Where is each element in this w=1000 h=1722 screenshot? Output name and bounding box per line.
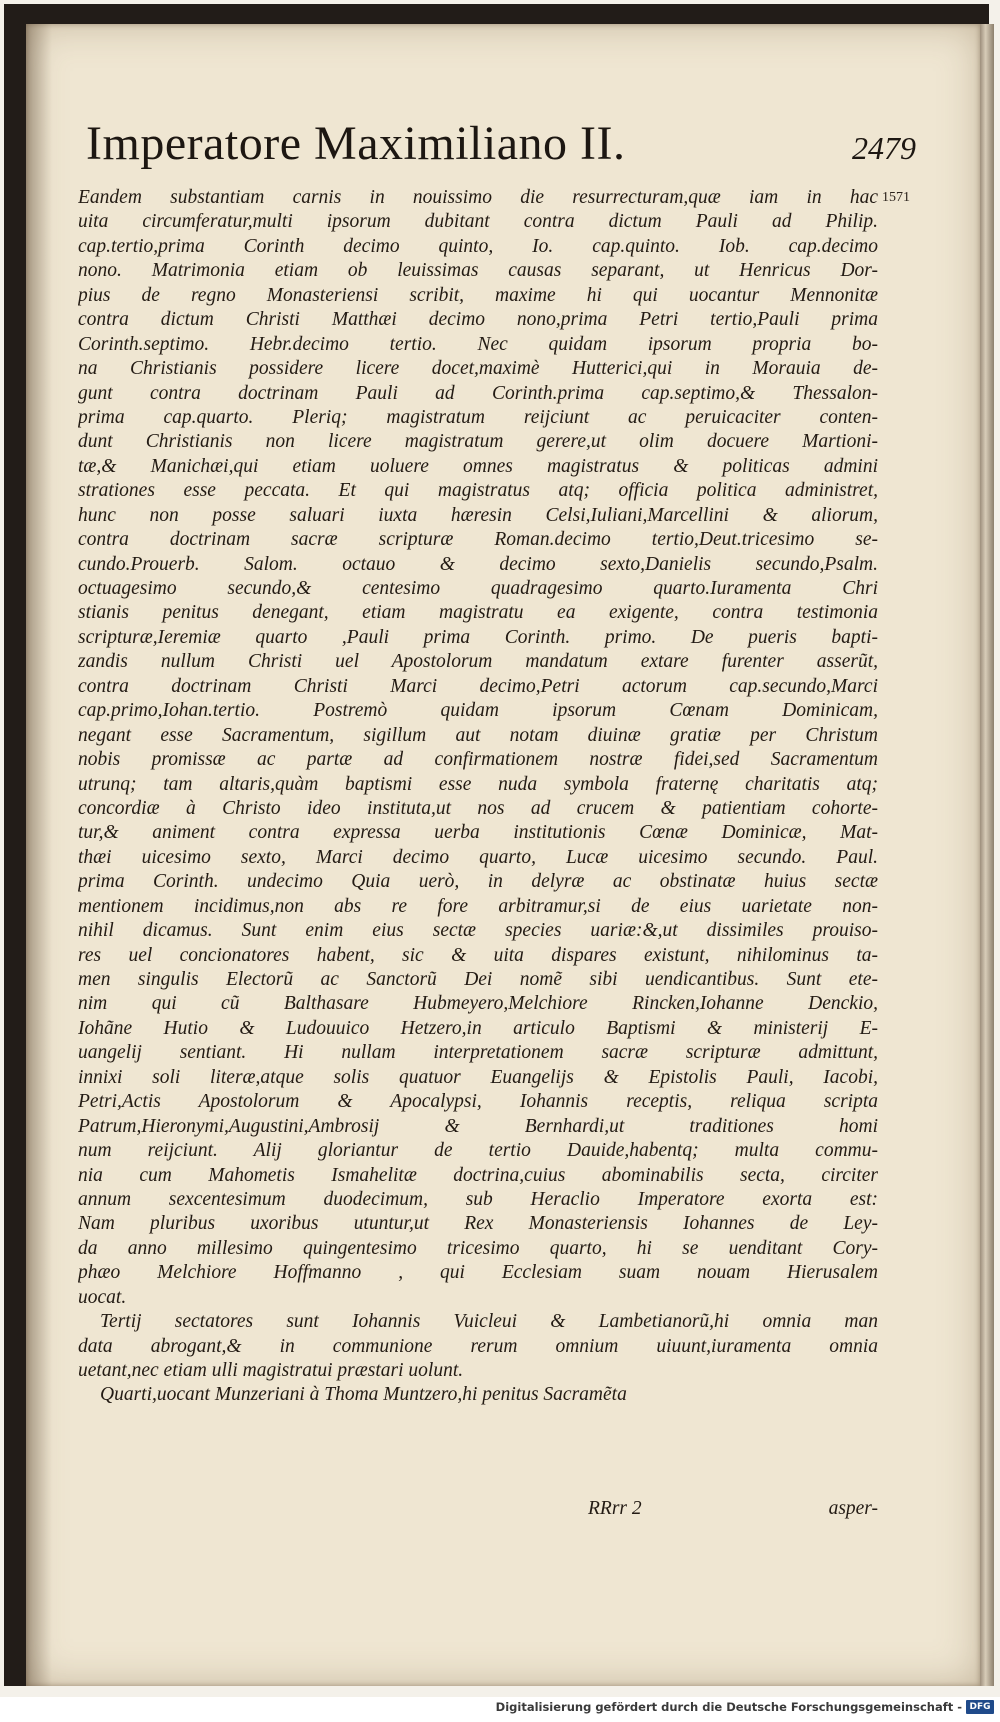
page-edge: [980, 24, 994, 1686]
text-line: thæi uicesimo sexto, Marci decimo quarto, Lucæ uicesimo secundo. Paul.: [78, 846, 878, 868]
text-line: uocat.: [78, 1286, 127, 1308]
text-line: concordiæ à Christo ideo instituta,ut nos ad crucem & patientiam cohorte-: [78, 797, 878, 819]
text-line: annum sexcentesimum duodecimum, sub Heraclio Imperatore exorta est:: [78, 1188, 878, 1210]
text-line: cap.tertio,prima Corinth decimo quinto, Io. cap.quinto. Iob. cap.decimo: [78, 235, 878, 257]
text-line: prima cap.quarto. Pleriq; magistratum reijciunt ac peruicaciter conten-: [78, 406, 878, 428]
text-line: cap.primo,Iohan.tertio. Postremò quidam ipsorum Cœnam Dominicam,: [78, 700, 878, 722]
text-line: Quarti,uocant Munzeriani à Thoma Muntzero,hi penitus Sacramẽta: [100, 1384, 627, 1406]
text-line: strationes esse peccata. Et qui magistratus atq; officia politica administret,: [78, 480, 878, 502]
margin-year: 1571: [882, 190, 910, 205]
text-line: contra dictum Christi Matthæi decimo nono,prima Petri tertio,Pauli prima: [78, 309, 878, 331]
text-line: octuagesimo secundo,& centesimo quadragesimo quarto.Iuramenta Chri: [78, 578, 878, 599]
text-line: uita circumferatur,multi ipsorum dubitant contra dictum Pauli ad Philip.: [78, 211, 878, 233]
text-line: stianis penitus denegant, etiam magistratu ea exigente, contra testimonia: [78, 602, 878, 624]
text-line: res uel concionatores habent, sic & uita dispares existunt, nihilominus ta-: [78, 944, 878, 966]
scan-background: [4, 4, 989, 1686]
text-line: nia cum Mahometis Ismahelitæ doctrina,cuius abominabilis secta, circiter: [78, 1164, 878, 1186]
text-line: negant esse Sacramentum, sigillum aut notam diuinæ gratiæ per Christum: [78, 724, 878, 746]
text-line: Tertij sectatores sunt Iohannis Vuicleui & Lambetianorũ,hi omnia man: [100, 1311, 878, 1333]
text-line: cundo.Prouerb. Salom. octauo & decimo sexto,Danielis secundo,Psalm.: [78, 553, 878, 575]
body-text: [78, 186, 878, 1408]
text-line: hunc non posse saluari iuxta hæresin Celsi,Iuliani,Marcellini & aliorum,: [78, 504, 878, 526]
funding-credit: Digitalisierung gefördert durch die Deutsche Forschungsgemeinschaft -: [495, 1700, 962, 1714]
text-line: nono. Matrimonia etiam ob leuissimas causas separant, ut Henricus Dor-: [78, 260, 878, 282]
catchword: asper-: [828, 1498, 878, 1519]
text-line: utrunq; tam altaris,quàm baptismi esse nuda symbola fraternę charitatis atq;: [78, 773, 878, 795]
page-number: 2479: [852, 130, 916, 166]
text-line: Patrum,Hieronymi,Augustini,Ambrosij & Bernhardi,ut traditiones homi: [78, 1115, 878, 1137]
text-line: Nam pluribus uxoribus utuntur,ut Rex Monasteriensis Iohannes de Ley-: [78, 1213, 878, 1235]
text-line: zandis nullum Christi uel Apostolorum mandatum extare furenter asserũt,: [78, 651, 878, 673]
text-line: uetant,nec etiam ulli magistratui præstari uolunt.: [78, 1360, 464, 1381]
text-line: Iohãne Hutio & Ludouuico Hetzero,in articulo Baptismi & ministerij E-: [78, 1017, 878, 1039]
text-line: na Christianis possidere licere docet,maximè Hutterici,qui in Morauia de-: [78, 358, 878, 380]
text-line: men singulis Electorũ ac Sanctorũ Dei nomẽ sibi uendicantibus. Sunt ete-: [78, 969, 878, 990]
text-line: data abrogant,& in communione rerum omnium uiuunt,iuramenta omnia: [78, 1335, 878, 1357]
text-line: Eandem substantiam carnis in nouissimo die resurrecturam,quæ iam in hac: [78, 187, 878, 208]
signature-line: [78, 1498, 878, 1524]
text-line: phæo Melchiore Hoffmanno , qui Ecclesiam suam nouam Hierusalem: [78, 1262, 878, 1284]
dfg-logo-icon: DFG: [966, 1700, 994, 1714]
signature-mark: RRrr 2: [588, 1498, 642, 1519]
page-header: [86, 116, 916, 182]
text-line: innixi soli literæ,atque solis quatuor Euangelijs & Epistolis Pauli, Iacobi,: [78, 1066, 878, 1088]
text-line: prima Corinth. undecimo Quia uerò, in delyræ ac obstinatæ huius sectæ: [78, 871, 878, 893]
running-head: Imperatore Maximiliano II.: [86, 117, 626, 170]
text-line: tæ,& Manichæi,qui etiam uoluere omnes magistratus & politicas admini: [78, 455, 878, 477]
text-line: da anno millesimo quingentesimo tricesimo quarto, hi se uenditant Cory-: [78, 1237, 878, 1259]
text-line: contra doctrinam sacræ scripturæ Roman.decimo tertio,Deut.tricesimo se-: [78, 529, 878, 551]
text-line: scripturæ,Ieremiæ quarto ,Pauli prima Corinth. primo. De pueris bapti-: [78, 626, 878, 648]
text-line: gunt contra doctrinam Pauli ad Corinth.prima cap.septimo,& Thessalon-: [78, 382, 878, 404]
text-line: nobis promissæ ac partæ ad confirmationem nostræ fidei,sed Sacramentum: [78, 749, 878, 771]
text-line: Corinth.septimo. Hebr.decimo tertio. Nec quidam ipsorum propria bo-: [78, 333, 878, 355]
text-line: nihil dicamus. Sunt enim eius sectæ species uariæ:&,ut dissimiles prouiso-: [78, 920, 878, 942]
text-line: mentionem incidimus,non abs re fore arbitramur,si de eius uarietate non-: [78, 895, 878, 917]
text-line: uangelij sentiant. Hi nullam interpretationem sacræ scripturæ admittunt,: [78, 1042, 878, 1064]
text-line: contra doctrinam Christi Marci decimo,Petri actorum cap.secundo,Marci: [78, 675, 878, 697]
text-line: Petri,Actis Apostolorum & Apocalypsi, Iohannis receptis, reliqua scripta: [78, 1091, 878, 1113]
text-line: pius de regno Monasteriensi scribit, maxime hi qui uocantur Mennonitæ: [78, 284, 878, 306]
text-line: dunt Christianis non licere magistratum gerere,ut olim docuere Martioni-: [78, 431, 878, 453]
text-line: nim qui cũ Balthasare Hubmeyero,Melchiore Rincken,Iohanne Denckio,: [78, 993, 878, 1015]
text-line: tur,& animent contra expressa uerba institutionis Cœnæ Dominicæ, Mat-: [78, 822, 878, 844]
book-page: [26, 24, 980, 1686]
text-line: num reijciunt. Alij gloriantur de tertio Dauide,habentq; multa commu-: [78, 1140, 878, 1162]
